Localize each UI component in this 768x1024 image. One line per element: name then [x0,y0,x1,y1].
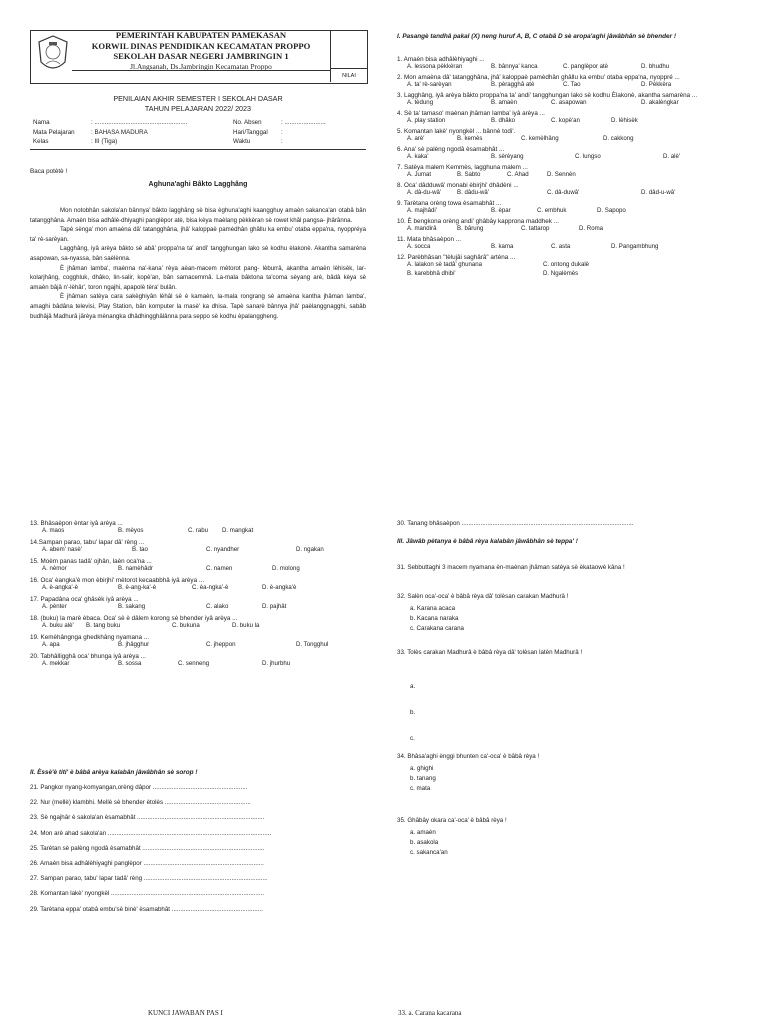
section-1-questions-continued [30,520,366,669]
question [30,653,366,669]
option[interactable]: B. dâdu-wâ' [457,189,489,196]
option[interactable]: C. asta [551,243,571,250]
nilai-box [330,30,367,82]
question [397,236,737,252]
question-35-options [410,828,448,858]
option[interactable]: D. mangkat [222,527,254,534]
question-text: 13. Bhâsaèpon èntar iyâ arèya ... [30,520,123,527]
question-text: 10. È bengkona orèng andi' ghâbây kapprona maddhek ... [397,218,559,225]
question-34-options [410,764,436,794]
question [397,218,737,234]
option[interactable]: B. jhâgghur [118,641,150,648]
question [397,200,737,216]
school-address: Jl.Angsanah, Ds.Jambringin Kecamatan Proppo [130,61,272,71]
option[interactable]: D. akalèngkar [641,99,679,106]
reading-passage [30,206,366,321]
option[interactable]: C. asapowan [551,99,587,106]
question-text: 6. Ana' sè palèng ngodâ èsamabhât ... [397,146,505,153]
question-35: 35. Ghâbây okara ca'-oca' è bâbâ rèya ! [397,817,507,824]
option[interactable]: B. dhâko [491,117,516,124]
option[interactable]: A. è-angka'-è [42,584,79,591]
option[interactable]: D. Sennèn [547,171,576,178]
option[interactable]: A. majhâdi' [407,207,437,214]
gov-line-1: PEMERINTAH KABUPATEN PAMEKASAN [115,30,287,40]
info-value[interactable]: : ........................ [281,119,326,126]
sub-item: c. mata [410,785,431,792]
option[interactable]: A. Jumat [407,171,432,178]
option[interactable]: B. bânnya' kanca [491,63,538,70]
question-text: 12. Parèbhâsan "tèlujâi saghârâ" artèna ... [397,254,516,261]
option[interactable]: C. nyandher [206,546,240,553]
option[interactable]: B. amaèn [491,99,518,106]
paragraph: Mon notobhân sakola'an bânnya' bâkto lagghâng sè bisa èghuna'aghi kaangghuy amaèn sakanca'an otabâ bân tatangghâna. Amaèn bisa adhâlè-dhiyaghi panglèpor atè, bisa kèya maèlang pèkkèran sè rowet khâl pangsa- jhârânna. [30,207,366,224]
info-value: : III (Tiga) [91,138,118,146]
question-text: 11. Mata bhâsaèpon ... [397,236,461,243]
question [397,254,737,279]
question-text: 14.Sampan parao, tabu' lapar dâ' rèng ... [30,539,145,546]
option[interactable]: A. kaka' [407,153,429,160]
paragraph: Lagghâng, iyâ arèya bâkto sè abâ' proppa'na ta' andi' tangghungan lako sè kodhu èlakonè. Akantha samarèna asapowan, sa-nyassa, bân saèlènna. [30,245,366,262]
option[interactable]: C. jheppon [206,641,236,648]
option[interactable]: C. panglèpor atè [563,63,609,70]
paragraph: Tapè sènga' mon amaèna dâ' tatangghâna, jhâ' kaloppaè pamèdhân ghâllu ka embu' otaba eppa'na, nyoppréya ta' rè-sarèyan. [30,226,366,243]
option[interactable]: C. kopè'an [551,117,580,124]
question-32: 32. Salèn oca'-oca' è bâbâ rèya dâ' tolèsan carakan Madhurâ ! [397,593,569,600]
option[interactable]: D. pajhât [262,603,287,610]
student-info [33,118,363,147]
question [30,634,366,650]
question-text: 2. Mon amaèna dâ' tatangghâna, jhâ' kaloppaè pamèdhân ghâllu ka embu' otaba eppa'na, nyoppré ... [397,74,680,81]
option[interactable]: D. Sapopo [597,207,626,214]
section-1-questions [397,56,737,279]
option[interactable]: B. sossa [118,660,142,667]
question [30,558,366,574]
nilai-label: NILAI [331,68,367,83]
regency-logo [36,34,70,76]
question [30,577,366,593]
option[interactable]: A. tèdung [407,99,434,106]
option[interactable]: B. bârung [457,225,484,232]
option[interactable]: B. sakang [118,603,146,610]
option[interactable]: B. karebbhâ dhibi' [407,270,456,277]
option[interactable]: B. è-ang-ka'-è [118,584,157,591]
sub-item: b. asakola [410,839,439,846]
info-value[interactable]: : [281,128,283,136]
option[interactable]: D. Pèkkèra [641,81,672,88]
option[interactable]: B. tang buku [86,622,121,629]
option[interactable]: C. lungso [575,153,601,160]
option[interactable]: D. Roma [579,225,604,232]
question-text: 8. Oca' dâdduwâ' monabi èbirjhi' dhâdèni ... [397,182,519,189]
question-text: 20. Tabhâlligghâ oca' bhunga iyâ arèya ... [30,653,146,660]
question [397,128,737,144]
option[interactable]: D. ngakan [296,546,324,553]
info-value: : BAHASA MADURA [91,128,148,136]
section-2-items [30,784,366,921]
option[interactable]: B. pèragghâ atè [491,81,535,88]
section-2-heading: II. Èssè'è titi' è bâbâ arèya kalabân jâwâbhân sè sorop ! [30,769,198,776]
option[interactable]: A. lalakon sè tadâ' ghunana [407,261,483,268]
question-33: 33. Tolès carakan Madhurâ è bâbâ rèya dâ' tolèsan latèn Madhurâ ! [397,649,583,656]
exam-title-1: PENILAIAN AKHIR SEMESTER I SEKOLAH DASAR [113,94,283,103]
question-text: 16. Oca' èangka'è mon èbirjhi' mètorot kecaabbhâ iyâ arèya ... [30,577,205,584]
question [30,596,366,612]
sub-item: c. Carakana carana [410,625,464,632]
reading-title: Aghuna'aghi Bâkto Lagghâng [148,181,248,188]
info-bottom-rule [30,149,366,150]
question [30,539,366,555]
option[interactable]: A. apa [42,641,60,648]
option[interactable]: B. èpar [491,207,511,214]
option[interactable]: B. tao [132,546,148,553]
info-label: Nama [33,119,50,126]
option[interactable]: D. alè' [663,153,681,160]
info-label: Kelas [33,138,49,146]
option[interactable]: C. dâ-duwâ' [547,189,580,196]
question-text: 7. Satèya malem Kemmès, lagghuna malem ... [397,164,528,171]
option[interactable]: A. mekkar [42,660,70,667]
question [397,92,737,108]
option[interactable]: A. abem' nasè' [42,546,82,553]
question [397,74,737,90]
question [397,182,737,198]
option[interactable]: C. embhuk [537,207,567,214]
option[interactable]: C. kemèlhâng [521,135,559,142]
question-33-options [410,674,415,752]
question-30[interactable]: 30. Tanang bhâsaèpon .................................................................................................... [397,520,634,527]
option[interactable]: A. socca [407,243,431,250]
info-label: Mata Pelajaran [33,128,75,136]
school-header [72,30,330,72]
gov-line-2: KORWIL DINAS PENDIDIKAN KECAMATAN PROPPO [91,40,311,51]
fill-blank-item[interactable]: 29. Tarètana eppa' otabâ embu'sè binè' èsamabhât ..................................................... [30,905,263,913]
question-text: 18. (buku) la marè èbaca. Oca' sè è dâlem korong sè bhender iyâ arèya ... [30,615,238,622]
option[interactable]: A. arè' [407,135,425,142]
option[interactable]: C. ontong dukalè [543,261,590,268]
reading-instruction: Baca potètè ! [30,168,68,175]
paragraph: È jhâman satèya cara sakèghiyân lèhâl sè è kamaèn, la-mala rongrang sè amaèna kantha jhâman lamba', amaghi bâdâna televisi, Play Station, bân komputer la masè' ka dhisa. Tapè sanarè bânnya jhâ' paèlanggnagghi, sabâb budhâjâ Madhurâ jârèya mènangka dhâdhingghâlânna para seppo sè kodhu èpalanggheng. [30,293,366,320]
question-text: 19. Kemèhângnga ghedkhâng nyamana ... [30,634,150,641]
question-text: 15. Moèm panas tadâ' ojhân, laèn oca'na ... [30,558,152,565]
option[interactable]: B. mèyos [118,527,144,534]
option[interactable]: A. play station [407,117,446,124]
option[interactable]: B. Sabto [457,171,481,178]
option[interactable]: D. cakkong [603,135,634,142]
option[interactable]: C. namen [206,565,233,572]
option[interactable]: D. dâd-u-wâ' [641,189,676,196]
sub-item: a. amaèn [410,829,436,836]
sub-item[interactable]: c. [410,735,415,742]
paragraph: È jhâman lamba', maènna na'-kana' rèya aèan-macem mètorot pang- lèburrâ, akantha amaèn lèhisèk, lar-kolarjhâng, cogghluk, dhâko, lin-salir, kopè'an, bân samacemmâ. La-mala bâktona ta'coma sèyang arè, bâdâ kèya sè amaèn bâjâ n'-lèhâr', toron ngajhi, apapolè tèra' bulân. [30,264,366,291]
sub-item: a. Karana acaca [410,605,456,612]
question-text: 5. Komantan lakè' nyongkèl ... bânnè todi'. [397,128,516,135]
option[interactable]: B. kama [491,243,514,250]
option[interactable]: D. buku la [232,622,260,629]
option[interactable]: C. èa-ngka'-è [192,584,229,591]
info-value[interactable]: : [281,138,283,146]
option[interactable]: D. Ngalèmès [543,270,579,277]
sub-item: b. Kacana naraka [410,615,459,622]
question [30,520,366,536]
question-34: 34. Bhâsa'aghi ènggi bhunten ca'-oca' è bâbâ rèya ! [397,753,540,760]
question-text: 9. Tarètana orèng towa èsamabhât ... [397,200,502,207]
question-32-options [410,604,464,634]
fill-blank-item[interactable]: 27. Sampan parao, tabu' lapar tadâ' rèng ........................................................................ [30,875,268,883]
exam-title-2: TAHUN PELAJARAN 2022/ 2023 [144,104,252,113]
option[interactable]: A. dâ-du-wâ' [407,189,442,196]
fill-blank-item[interactable]: 23. Sè ngajhâr è sakola'an èsamabhât .......................................................................... [30,814,265,822]
option[interactable]: C. Ahad [507,171,529,178]
question-text: 1. Amaèn bisa adhâlèhiyaghi ... [397,56,485,63]
sub-item: a. ghighi [410,765,434,772]
option[interactable]: D. Pangambhung [611,243,659,250]
question [397,164,737,180]
option[interactable]: B. kemès [457,135,483,142]
option[interactable]: D. è-angka'è [262,584,297,591]
question-text: 4. Sè ta' tamaso' maènan jhâman lamba' iyâ arèya ... [397,110,545,117]
question [30,615,366,631]
header-divider [72,70,330,71]
question-text: 17. Papadâna oca' ghâsèk iyâ arèya ... [30,596,139,603]
option[interactable]: A. nèmor [42,565,67,572]
info-label: Hari/Tanggal [233,128,268,136]
option[interactable]: A. maos [42,527,65,534]
fill-blank-item[interactable]: 24. Mon arè ahad sakola'an ............................................................................................... [30,829,272,837]
option[interactable]: B. sèrèyang [491,153,524,160]
question-text: 3. Lagghâng, iyâ arèya bâkto proppa'na ta' andi' tangghungan lako sè kodhu Èlakonè, akantha samarèna ... [397,92,698,99]
option[interactable]: A. mandirâ [407,225,437,232]
option[interactable]: D. Tongghul [296,641,329,648]
fill-blank-item[interactable]: 28. Komantan lakè' nyongkèl ......................................................................................... [30,890,264,898]
info-label: No. Absen [233,119,262,126]
question [397,56,737,72]
option[interactable]: A. lessona pèkkèran [407,63,463,70]
sub-item[interactable]: b. [410,709,416,716]
option[interactable]: C. senneng [178,660,210,667]
option[interactable]: C. bukuna [172,622,200,629]
option[interactable]: A. pènter [42,603,67,610]
question [397,110,737,126]
exam-title [30,94,366,114]
question-31: 31. Sebbuttaghi 3 macem nyamana èn-maènan jhâman satèya sè èkataowè kâna ! [397,564,625,571]
option[interactable]: D. jhurbhu [262,660,291,667]
fill-blank-item[interactable]: 22. Nur (mellè) klambhi. Mellè sè bhender ètolès .................................................. [30,799,251,807]
info-value[interactable]: : ...................................................... [91,119,188,126]
fill-blank-item[interactable]: 21. Pangkor nyang-komyangan,orèng dâpor ....................................................... [30,784,248,791]
question [397,146,737,162]
option[interactable]: A. buku alè' [42,622,74,629]
section-3-heading: III. Jâwâb pètanya è bâbâ rèya kalabân jâwâbhân sè teppa' ! [397,538,578,545]
option[interactable]: C. rabu [188,527,208,534]
option[interactable]: C. Tao [563,81,581,88]
option[interactable]: C. alako [206,603,229,610]
gov-line-3: SEKOLAH DASAR NEGERI JAMBRINGIN 1 [113,51,289,62]
section-1-heading: I. Pasangè tandhâ pakal (X) neng huruf A, B, C otabâ D sè aropa'aghi jâwâbhân sè bhender ! [397,33,676,40]
sub-item[interactable]: a. [410,683,416,690]
answer-key-line: 33. a. Carana kacarana [398,1009,462,1017]
option[interactable]: A. ta' rè-sarèyan [407,81,452,88]
sub-item: b. tanang [410,775,436,782]
option[interactable]: D. molong [272,565,300,572]
option[interactable]: B. namèhâdr [118,565,153,572]
fill-blank-item[interactable]: 26. Amaèn bisa adhâlèhiyaghi panglèpor ...................................................................... [30,859,264,867]
option[interactable]: C. tattarop [521,225,550,232]
fill-blank-item[interactable]: 25. Tarètan sè palèng ngodâ èsamabhât ....................................................................... [30,844,265,852]
sub-item: c. sakanca'an [410,849,448,856]
option[interactable]: D. lèhisèk [611,117,638,124]
info-label: Waktu [233,138,251,146]
option[interactable]: D. bhudhu [641,63,670,70]
answer-key-title: KUNCI JAWABAN PAS I [148,1009,223,1017]
